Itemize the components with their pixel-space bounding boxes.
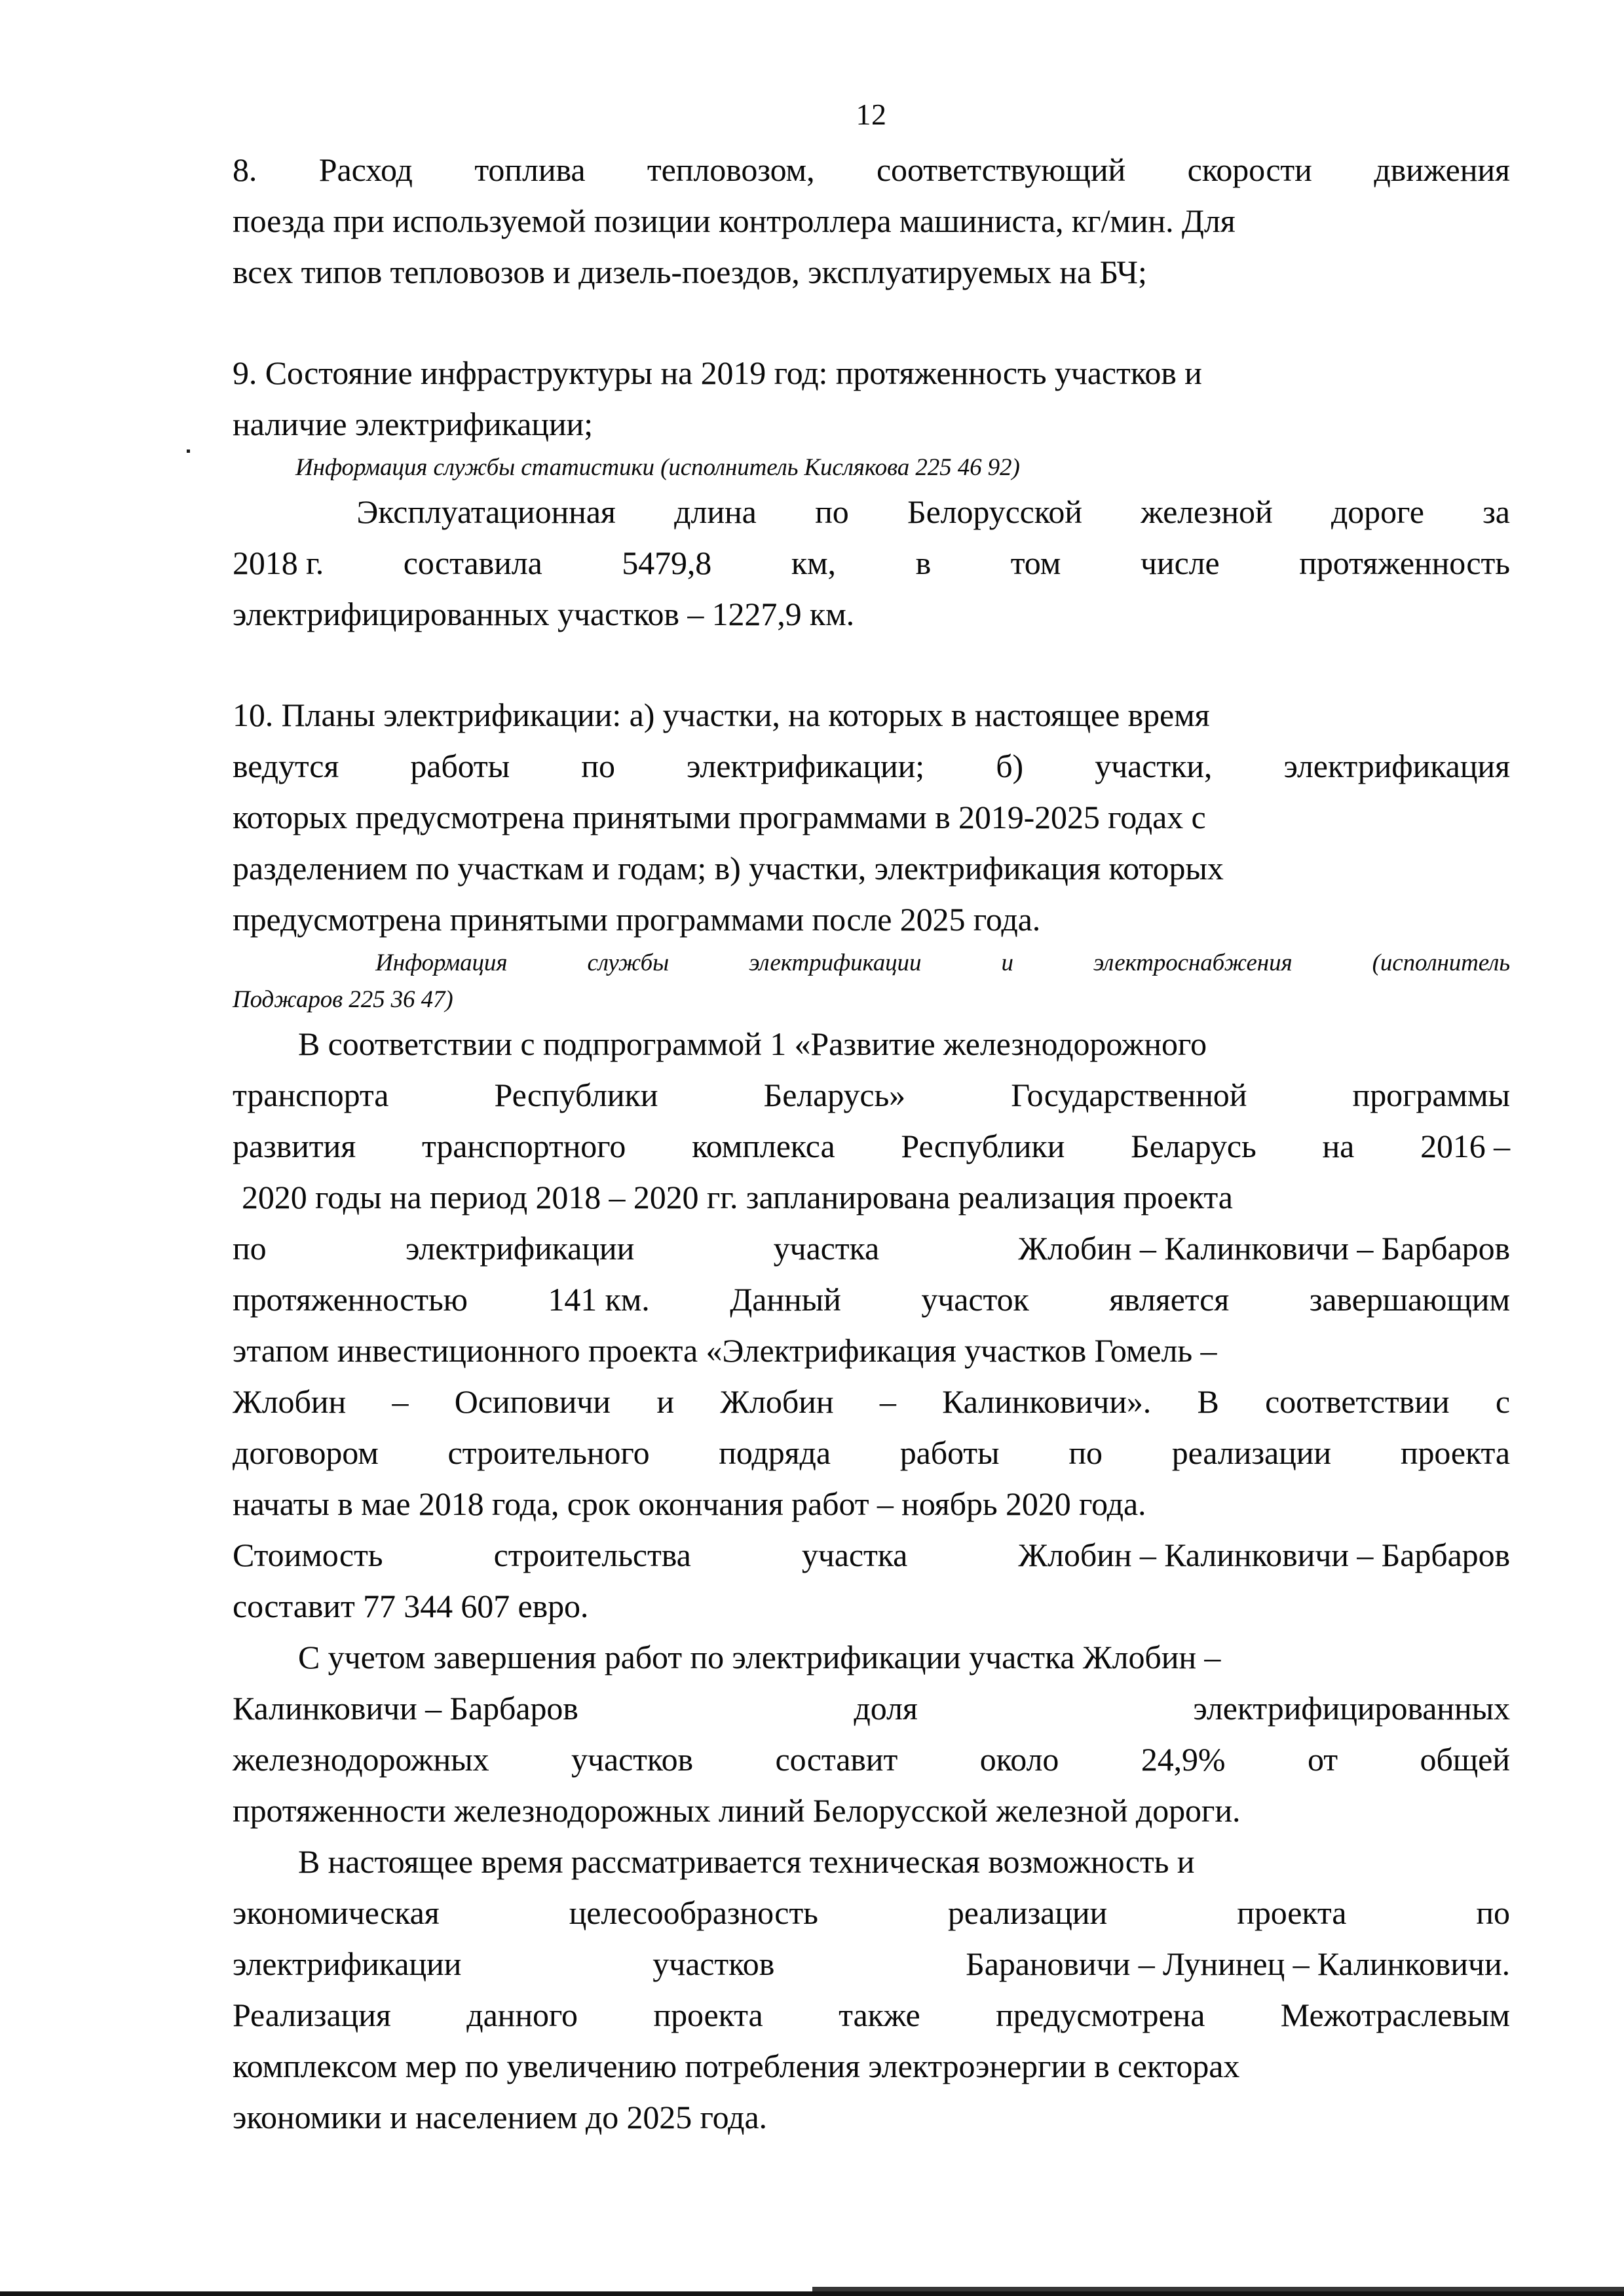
line-indent bbox=[233, 486, 298, 537]
text-line: которых предусмотрена принятыми программами в 2019-2025 годах с bbox=[233, 799, 1206, 835]
text-line: Стоимость строительства участка Жлобин – Калинковичи – Барбаров bbox=[233, 1537, 1510, 1573]
text-line: разделением по участкам и годам; в) участки, электрификация которых bbox=[233, 850, 1224, 887]
text-line: протяженностью 141 км. Данный участок является завершающим bbox=[233, 1281, 1510, 1318]
text-line: этапом инвестиционного проекта «Электрификация участков Гомель – bbox=[233, 1332, 1217, 1369]
text-line: транспорта Республики Беларусь» Государственной программы bbox=[233, 1077, 1510, 1113]
paragraph-infrastructure-length bbox=[233, 486, 1510, 640]
paragraph-electrification-project bbox=[233, 1018, 1510, 1632]
text-line: 9. Состояние инфраструктуры на 2019 год: протяженность участков и bbox=[233, 354, 1202, 391]
text-line: всех типов тепловозов и дизель-поездов, эксплуатируемых на БЧ; bbox=[233, 254, 1147, 290]
text-line: 2020 годы на период 2018 – 2020 гг. запланирована реализация проекта bbox=[242, 1179, 1233, 1215]
scan-speck bbox=[187, 450, 190, 453]
text-line: Информация службы статистики (исполнитель Кислякова 225 46 92) bbox=[233, 450, 1510, 486]
text-line: начаты в мае 2018 года, срок окончания работ – ноябрь 2020 года. bbox=[233, 1485, 1146, 1522]
line-indent bbox=[233, 945, 295, 982]
page-number: 12 bbox=[856, 98, 887, 131]
scan-edge-artifact-secondary bbox=[812, 2287, 1624, 2293]
paragraph-electrified-share bbox=[233, 1632, 1510, 1836]
text-line: 8. Расход топлива тепловозом, соответствующий скорости движения bbox=[233, 151, 1510, 188]
attribution-note-10 bbox=[233, 945, 1510, 1018]
text-line: 2018 г. составила 5479,8 км, в том числе протяженность bbox=[233, 545, 1510, 581]
text-column bbox=[233, 0, 1510, 2143]
line-indent bbox=[233, 450, 295, 486]
line-indent bbox=[233, 1836, 298, 1887]
numbered-item-9 bbox=[233, 347, 1510, 450]
text-line: договором строительного подряда работы по реализации проекта bbox=[233, 1434, 1510, 1471]
paragraph-future-projects bbox=[233, 1836, 1510, 2143]
text-line: Жлобин – Осиповичи и Жлобин – Калинковичи». В соответствии с bbox=[233, 1383, 1510, 1420]
text-line: В настоящее время рассматривается техническая возможность и bbox=[233, 1836, 1510, 1887]
text-line: по электрификации участка Жлобин – Калинковичи – Барбаров bbox=[233, 1230, 1510, 1267]
text-line: С учетом завершения работ по электрификации участка Жлобин – bbox=[233, 1632, 1510, 1683]
line-indent bbox=[233, 1632, 298, 1683]
text-line: Калинковичи – Барбаров доля электрифицированных bbox=[233, 1690, 1510, 1727]
text-line: поезда при используемой позиции контроллера машиниста, кг/мин. Для bbox=[233, 202, 1236, 239]
text-line: В соответствии с подпрограммой 1 «Развитие железнодорожного bbox=[233, 1018, 1510, 1069]
text-line: наличие электрификации; bbox=[233, 406, 593, 442]
text-line: протяженности железнодорожных линий Белорусской железной дороги. bbox=[233, 1792, 1241, 1829]
text-line: 10. Планы электрификации: а) участки, на которых в настоящее время bbox=[233, 697, 1210, 733]
text-line: экономическая целесообразность реализации проекта по bbox=[233, 1894, 1510, 1931]
text-line: электрифицированных участков – 1227,9 км. bbox=[233, 596, 855, 632]
text-line: Эксплуатационная длина по Белорусской железной дороге за bbox=[233, 486, 1510, 537]
text-line: ведутся работы по электрификации; б) участки, электрификация bbox=[233, 748, 1510, 784]
text-line: экономики и населением до 2025 года. bbox=[233, 2099, 767, 2135]
text-line: составит 77 344 607 евро. bbox=[233, 1588, 589, 1624]
text-line: развития транспортного комплекса Республики Беларусь на 2016 – bbox=[233, 1128, 1510, 1164]
text-line: Поджаров 225 36 47) bbox=[233, 986, 453, 1013]
attribution-note-9 bbox=[233, 450, 1510, 486]
numbered-item-10 bbox=[233, 689, 1510, 945]
text-line: предусмотрена принятыми программами после 2025 года. bbox=[233, 901, 1041, 938]
line-indent bbox=[233, 1018, 298, 1069]
numbered-item-8 bbox=[233, 144, 1510, 297]
text-line: электрификации участков Барановичи – Лунинец – Калинковичи. bbox=[233, 1945, 1510, 1982]
text-line: Информация службы электрификации и электроснабжения (исполнитель bbox=[233, 945, 1510, 982]
text-line: комплексом мер по увеличению потребления электроэнергии в секторах bbox=[233, 2048, 1240, 2084]
text-line: железнодорожных участков составит около 24,9% от общей bbox=[233, 1741, 1510, 1778]
text-line: Реализация данного проекта также предусмотрена Межотраслевым bbox=[233, 1997, 1510, 2033]
